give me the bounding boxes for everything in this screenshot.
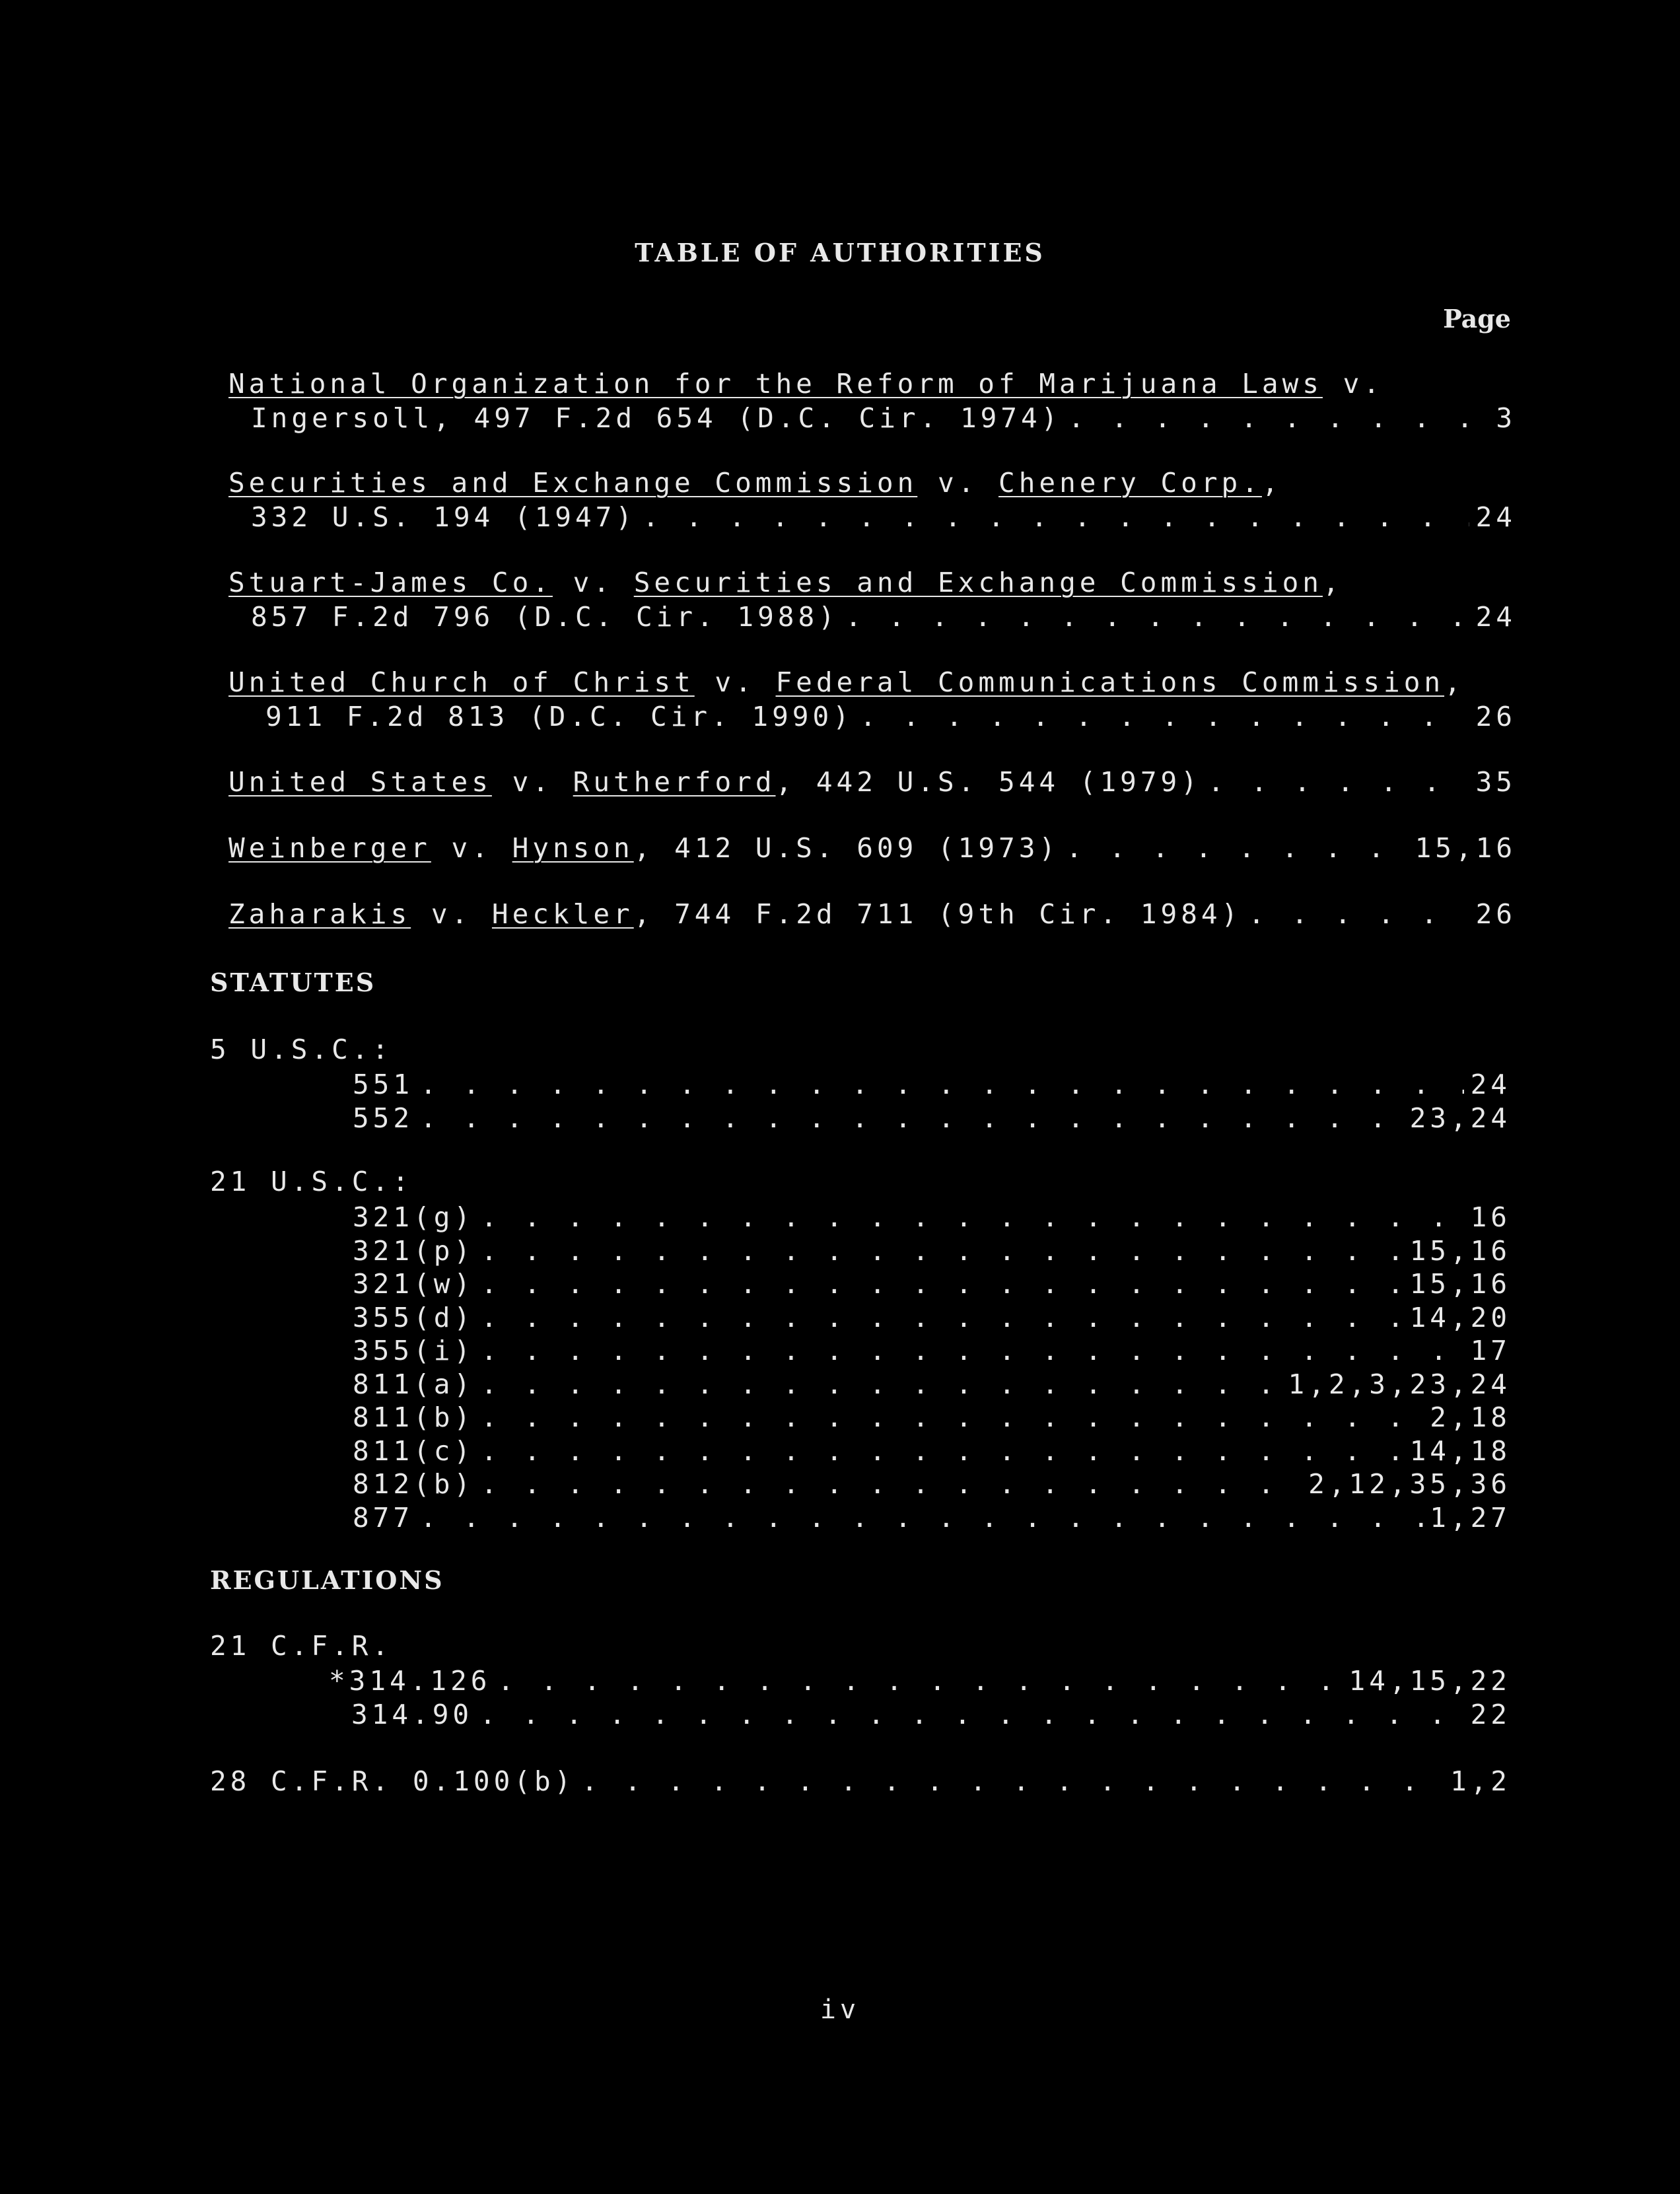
- case-party: Weinberger: [228, 832, 431, 864]
- page-ref: 15,16: [1409, 1268, 1511, 1300]
- case-versus: v.: [694, 666, 776, 698]
- dot-leader: [860, 699, 1469, 734]
- dot-leader: [1208, 765, 1469, 799]
- section-list: [329, 1664, 1511, 1731]
- dot-leader: [1248, 897, 1469, 931]
- section-number: *314.126: [329, 1665, 491, 1697]
- case-entry: [228, 765, 1516, 799]
- page-ref: 24: [1475, 501, 1516, 533]
- dot-leader: [1068, 401, 1489, 435]
- code-title-label: 21 U.S.C.:: [210, 1166, 413, 1197]
- section-number: 355(i): [353, 1335, 475, 1366]
- page-ref: 15,16: [1409, 1234, 1511, 1267]
- dot-leader: [481, 1434, 1403, 1468]
- section-number: 812(b): [353, 1468, 475, 1500]
- case-party: United States: [228, 766, 492, 798]
- case-citation: Ingersoll, 497 F.2d 654 (D.C. Cir. 1974): [251, 402, 1062, 434]
- dot-leader: [481, 1368, 1281, 1401]
- case-citation: 332 U.S. 194 (1947): [251, 501, 636, 533]
- case-tail: ,: [1322, 567, 1343, 598]
- case-party: United Church of Christ: [228, 666, 695, 698]
- case-party: Securities and Exchange Commission: [228, 467, 918, 499]
- section-list: [353, 1068, 1511, 1135]
- page-ref: 14,18: [1409, 1434, 1511, 1467]
- case-entry: [228, 466, 1516, 534]
- case-citation: 911 F.2d 813 (D.C. Cir. 1990): [265, 701, 853, 732]
- case-entry: [228, 831, 1516, 865]
- section-number: 28 C.F.R. 0.100(b): [210, 1765, 575, 1797]
- dot-leader: [420, 1501, 1423, 1535]
- section-number: 552: [353, 1102, 414, 1134]
- case-tail: , 412 U.S. 609 (1973): [633, 832, 1060, 864]
- code-title-label: 21 C.F.R.: [210, 1630, 393, 1662]
- page-ref: 14,15,22: [1348, 1665, 1511, 1697]
- section-number: 314.90: [351, 1698, 473, 1730]
- section-number: 811(b): [353, 1401, 475, 1433]
- section-heading-statutes: STATUTES: [210, 968, 376, 997]
- case-tail: ,: [1261, 467, 1282, 499]
- dot-leader: [1066, 831, 1409, 865]
- case-party: Rutherford: [573, 766, 776, 798]
- page-ref: 22: [1470, 1698, 1511, 1730]
- page-number: iv: [820, 1995, 860, 2025]
- case-versus: v.: [552, 567, 634, 598]
- page-ref: 3: [1496, 402, 1516, 434]
- page-column-label: Page: [1443, 304, 1511, 334]
- section-list: [353, 1201, 1511, 1534]
- dot-leader: [643, 500, 1469, 534]
- case-versus: v.: [411, 898, 492, 930]
- page-ref: 26: [1475, 898, 1516, 930]
- page-ref: 16: [1470, 1201, 1511, 1233]
- page-title: TABLE OF AUTHORITIES: [635, 238, 1045, 267]
- dot-leader: [481, 1468, 1302, 1501]
- page-ref: 24: [1470, 1069, 1511, 1100]
- case-party: Heckler: [491, 898, 634, 930]
- case-entry: [228, 897, 1516, 931]
- dot-leader: [481, 1234, 1403, 1268]
- section-number: 551: [353, 1069, 414, 1100]
- case-party: Stuart-James Co.: [228, 567, 553, 598]
- page-ref: 2,18: [1430, 1401, 1511, 1433]
- dot-leader: [481, 1401, 1423, 1434]
- dot-leader: [481, 1301, 1403, 1335]
- case-party: Hynson: [512, 832, 634, 864]
- dot-leader: [497, 1664, 1342, 1698]
- section-number: 321(w): [353, 1268, 475, 1300]
- section-number: 355(d): [353, 1301, 475, 1333]
- page-ref: 23,24: [1409, 1102, 1511, 1134]
- case-citation: 857 F.2d 796 (D.C. Cir. 1988): [251, 601, 839, 633]
- case-versus: v.: [1322, 368, 1384, 400]
- case-party: Securities and Exchange Commission: [633, 567, 1323, 598]
- case-tail: , 744 F.2d 711 (9th Cir. 1984): [633, 898, 1242, 930]
- dot-leader: [420, 1102, 1403, 1135]
- dot-leader: [481, 1201, 1464, 1234]
- case-versus: v.: [491, 766, 573, 798]
- section-number: 877: [353, 1501, 414, 1534]
- page-ref: 15,16: [1415, 832, 1516, 864]
- case-tail: ,: [1444, 666, 1465, 698]
- page-ref: 26: [1475, 701, 1516, 732]
- section-number: 321(g): [353, 1201, 475, 1233]
- page-ref: 1,27: [1430, 1501, 1511, 1534]
- dot-leader: [481, 1334, 1464, 1368]
- case-entry: [228, 367, 1516, 435]
- dot-leader: [581, 1765, 1444, 1798]
- section-number: 321(p): [353, 1234, 475, 1267]
- page-ref: 17: [1470, 1335, 1511, 1366]
- case-party: Chenery Corp.: [998, 467, 1262, 499]
- case-tail: , 442 U.S. 544 (1979): [775, 766, 1201, 798]
- case-party: Zaharakis: [228, 898, 411, 930]
- case-party: Federal Communications Commission: [775, 666, 1445, 698]
- dot-leader: [479, 1698, 1464, 1732]
- case-versus: v.: [917, 467, 999, 499]
- section-list: [210, 1765, 1511, 1798]
- page-ref: 1,2,3,23,24: [1288, 1368, 1511, 1400]
- dot-leader: [481, 1267, 1403, 1301]
- section-number: 811(a): [353, 1368, 475, 1400]
- section-heading-regulations: REGULATIONS: [210, 1565, 444, 1595]
- page-ref: 35: [1475, 766, 1516, 798]
- case-entry: [228, 665, 1516, 734]
- dot-leader: [420, 1068, 1464, 1102]
- case-entry: [228, 565, 1516, 634]
- page-ref: 2,12,35,36: [1308, 1468, 1511, 1500]
- page-ref: 24: [1475, 601, 1516, 633]
- page-ref: 1,2: [1450, 1765, 1511, 1797]
- dot-leader: [845, 600, 1469, 634]
- page-ref: 14,20: [1409, 1301, 1511, 1333]
- code-title-label: 5 U.S.C.:: [210, 1034, 393, 1065]
- section-number: 811(c): [353, 1434, 475, 1467]
- case-versus: v.: [431, 832, 512, 864]
- case-name: National Organization for the Reform of Marijuana Laws: [228, 368, 1323, 400]
